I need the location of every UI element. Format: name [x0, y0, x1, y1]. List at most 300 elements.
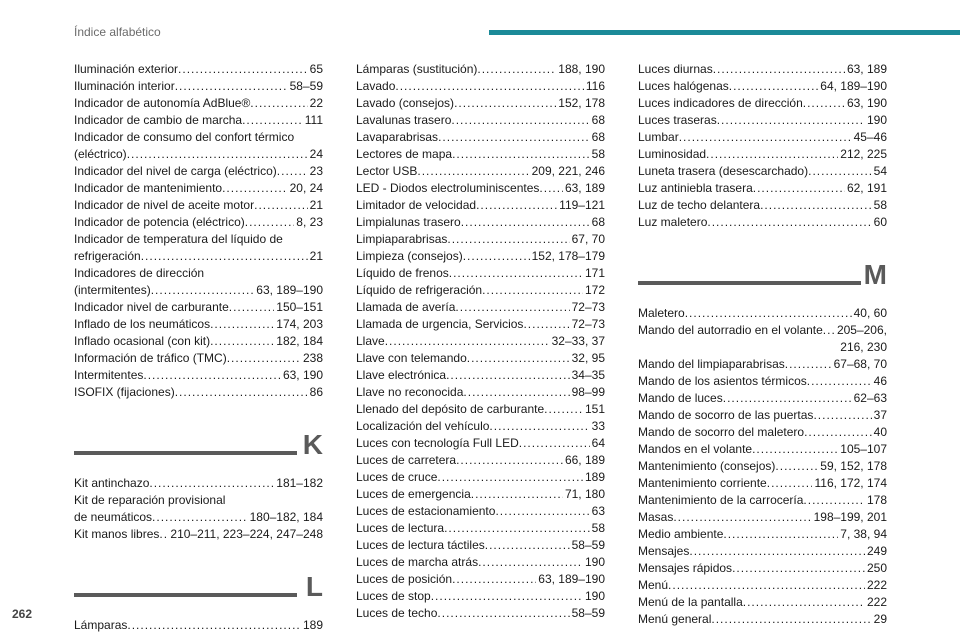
index-entry: [638, 95, 887, 112]
index-entry-pages: 58–59: [289, 79, 323, 93]
index-entry-pages: 64, 189–190: [820, 79, 887, 93]
index-entry: [74, 95, 323, 112]
index-entry-term: Llave: [356, 334, 385, 348]
index-entry-pages: 190: [584, 589, 605, 603]
index-entry: [638, 356, 887, 373]
index-entry-term: Mando de socorro de las puertas: [638, 408, 814, 422]
index-entry: [356, 129, 605, 146]
index-entry-pages: 32, 95: [571, 351, 605, 365]
index-entry-term: Llenado del depósito de carburante: [356, 402, 545, 416]
index-entry: [356, 299, 605, 316]
index-entry-term: Iluminación interior: [74, 79, 175, 93]
index-entry-term: Mando de los asientos térmicos: [638, 374, 807, 388]
index-entry: [356, 554, 605, 571]
index-entry-term: Kit manos libres: [74, 527, 160, 541]
index-entry-pages: 22: [309, 96, 323, 110]
index-entry-pages: 65: [309, 62, 323, 76]
section-letter-l: L: [305, 571, 323, 602]
index-entry-pages: 105–107: [840, 442, 887, 456]
dot-leader: [476, 197, 557, 214]
index-entry-pages: 212, 225: [840, 147, 887, 161]
dot-leader: [449, 265, 583, 282]
dot-leader: [452, 571, 536, 588]
index-entry: [638, 492, 887, 509]
index-entry-term: Lavado: [356, 79, 396, 93]
index-entry: [356, 180, 605, 197]
index-entry-term: Lumbar: [638, 130, 679, 144]
index-entry-pages: 62–63: [853, 391, 887, 405]
dot-leader: [127, 617, 301, 634]
dot-leader: [485, 537, 570, 554]
dot-leader: [752, 441, 838, 458]
index-entry: [74, 180, 323, 197]
index-entry: [638, 594, 887, 611]
index-entry-term: Limpiaparabrisas: [356, 232, 448, 246]
index-entry: [638, 611, 887, 628]
index-entry-pages: 190: [584, 555, 605, 569]
index-entry-pages: 209, 221, 246: [531, 164, 605, 178]
index-entry-term: Iluminación exterior: [74, 62, 179, 76]
index-entry-term: Información de tráfico (TMC): [74, 351, 227, 365]
dot-leader: [775, 458, 818, 475]
index-entry-pages: 180–182, 184: [249, 510, 323, 524]
index-entry-pages: 58–59: [571, 538, 605, 552]
index-entry: [638, 197, 887, 214]
index-entry: [356, 401, 605, 418]
dot-leader: [210, 316, 274, 333]
index-entry-pages: 60: [873, 215, 887, 229]
index-entry-pages: 34–35: [571, 368, 605, 382]
dot-leader: [417, 163, 529, 180]
index-entry-term: Líquido de refrigeración: [356, 283, 483, 297]
index-entry-pages: 152, 178: [558, 96, 605, 110]
index-entry-term: Intermitentes: [74, 368, 144, 382]
index-entry: [74, 526, 323, 543]
index-entry-pages: 68: [591, 215, 605, 229]
index-entry-pages: 182, 184: [276, 334, 323, 348]
index-entry: [356, 146, 605, 163]
index-entry-pages: 66, 189: [564, 453, 605, 467]
index-entry-term: Luces diurnas: [638, 62, 713, 76]
index-entry-pages: 116: [585, 79, 605, 93]
dot-leader: [523, 316, 569, 333]
index-entry: [638, 163, 887, 180]
index-entry: [638, 458, 887, 475]
index-entry-pages: 40, 60: [853, 306, 887, 320]
index-entry-pages: 63, 189–190: [256, 283, 323, 297]
dot-leader: [446, 367, 570, 384]
entry-list-k: [74, 475, 323, 543]
dot-leader: [743, 594, 865, 611]
index-entry: [356, 78, 605, 95]
dot-leader: [452, 146, 590, 163]
index-entry-term: Menú de la pantalla: [638, 595, 743, 609]
index-entry-term: (intermitentes): [74, 283, 151, 297]
index-entry-term: Luz maletero: [638, 215, 708, 229]
index-entry-pages: 210–211, 223–224, 247–248: [170, 527, 323, 541]
index-entry: [356, 418, 605, 435]
dot-leader: [668, 577, 865, 594]
index-entry-term: Luces de cruce: [356, 470, 438, 484]
index-entry-term: Limpialunas trasero: [356, 215, 461, 229]
dot-leader: [711, 611, 871, 628]
index-entry-term: Indicadores de dirección: [74, 266, 205, 280]
dot-leader: [803, 95, 845, 112]
index-entry-term: Luces de estacionamiento: [356, 504, 496, 518]
index-entry: [356, 61, 605, 78]
index-entry-pages: 63: [591, 504, 605, 518]
index-entry: [356, 316, 605, 333]
dot-leader: [785, 356, 832, 373]
page-number: 262: [12, 607, 33, 621]
index-entry-pages: 59, 152, 178: [820, 459, 887, 473]
dot-leader: [807, 373, 872, 390]
index-entry: [638, 305, 887, 322]
dot-leader: [127, 146, 308, 163]
index-entry: [74, 509, 323, 526]
entry-list-i: [74, 61, 323, 401]
index-entry: [74, 282, 323, 299]
index-entry-pages: 151: [584, 402, 605, 416]
dot-leader: [141, 248, 308, 265]
dot-leader: [463, 384, 569, 401]
index-entry-pages: 33: [591, 419, 605, 433]
index-entry-term: Kit de reparación provisional: [74, 493, 226, 507]
index-entry-pages: 64: [591, 436, 605, 450]
index-entry-pages: 174, 203: [276, 317, 323, 331]
index-entry-pages: 7, 38, 94: [840, 527, 887, 541]
index-entry-pages: 116, 172, 174: [814, 476, 887, 490]
dot-leader: [444, 520, 590, 537]
dot-leader: [477, 61, 556, 78]
index-entry: [356, 605, 605, 622]
index-entry: [356, 265, 605, 282]
index-entry: [356, 571, 605, 588]
index-entry-pages: 189: [584, 470, 605, 484]
index-entry-term: Mensajes rápidos: [638, 561, 733, 575]
index-entry-pages: 181–182: [276, 476, 323, 490]
index-entry-pages: 238: [302, 351, 323, 365]
index-entry-term: Indicador de autonomía AdBlue®: [74, 96, 251, 110]
dot-leader: [539, 180, 563, 197]
index-entry-pages: 198–199, 201: [813, 510, 887, 524]
index-entry-pages: 222: [866, 578, 887, 592]
index-entry: [74, 112, 323, 129]
index-entry-pages: 67, 70: [571, 232, 605, 246]
index-entry-term: refrigeración: [74, 249, 141, 263]
index-entry-term: Inflado de los neumáticos: [74, 317, 211, 331]
index-entry: [638, 129, 887, 146]
index-entry-pages: 63, 189: [564, 181, 605, 195]
index-entry-term: Luces de stop: [356, 589, 431, 603]
dot-leader: [175, 384, 308, 401]
index-entry-term: Medio ambiente: [638, 527, 724, 541]
dot-leader: [451, 112, 589, 129]
index-entry-pages: 21: [309, 249, 323, 263]
index-entry-term: Menú general: [638, 612, 712, 626]
index-entry-pages: 119–121: [559, 198, 605, 212]
index-entry-pages: 58–59: [571, 606, 605, 620]
index-entry: [74, 265, 323, 282]
index-entry: [638, 339, 887, 356]
index-entry-pages: 29: [873, 612, 887, 626]
dot-leader: [753, 180, 845, 197]
index-entry: [356, 214, 605, 231]
index-entry: [638, 560, 887, 577]
index-entry: [638, 180, 887, 197]
index-entry-term: Llave no reconocida: [356, 385, 464, 399]
index-entry: [74, 384, 323, 401]
index-entry: [74, 333, 323, 350]
index-entry-pages: 152, 178–179: [531, 249, 605, 263]
index-entry-term: Indicador de nivel de aceite motor: [74, 198, 255, 212]
index-entry-term: Kit antinchazo: [74, 476, 150, 490]
index-entry: [638, 424, 887, 441]
index-entry: [638, 543, 887, 560]
page-header-title: Índice alfabético: [74, 25, 161, 39]
dot-leader: [461, 214, 590, 231]
index-entry: [74, 61, 323, 78]
dot-leader: [175, 78, 288, 95]
index-entry-pages: 250: [866, 561, 887, 575]
index-entry-pages: 205–206,: [836, 323, 887, 337]
index-entry-pages: 171: [584, 266, 605, 280]
dot-leader: [159, 526, 168, 543]
section-letter-m: M: [863, 259, 887, 290]
index-entry-term: Luminosidad: [638, 147, 707, 161]
entry-list-m: [638, 305, 887, 628]
dot-leader: [463, 248, 530, 265]
index-entry: [638, 112, 887, 129]
index-entry-term: Mantenimiento (consejos): [638, 459, 776, 473]
index-entry-pages: 21: [309, 198, 323, 212]
index-entry-pages: 37: [873, 408, 887, 422]
index-column-3: [638, 61, 887, 628]
index-entry-term: Luces de lectura táctiles: [356, 538, 485, 552]
index-entry-pages: 8, 23: [296, 215, 323, 229]
index-entry-term: Lámparas: [74, 618, 128, 632]
dot-leader: [544, 401, 583, 418]
dot-leader: [685, 305, 852, 322]
dot-leader: [455, 299, 569, 316]
index-entry: [356, 231, 605, 248]
index-entry: [638, 146, 887, 163]
index-entry: [74, 316, 323, 333]
dot-leader: [229, 299, 275, 316]
index-entry-term: Menú: [638, 578, 669, 592]
section-header-k: [74, 427, 323, 471]
dot-leader: [431, 588, 583, 605]
index-entry-term: Líquido de frenos: [356, 266, 449, 280]
index-entry-term: Maletero: [638, 306, 685, 320]
dot-leader: [151, 282, 255, 299]
dot-leader: [804, 424, 872, 441]
index-entry-pages: 58: [873, 198, 887, 212]
index-entry-term: de neumáticos: [74, 510, 153, 524]
index-entry: [74, 231, 323, 248]
index-entry: [74, 146, 323, 163]
index-entry-pages: 216, 230: [840, 340, 887, 354]
index-entry-pages: 24: [309, 147, 323, 161]
dot-leader: [713, 61, 845, 78]
index-entry: [638, 61, 887, 78]
index-entry-term: Inflado ocasional (con kit): [74, 334, 211, 348]
index-entry: [356, 367, 605, 384]
index-entry-term: Lavalunas trasero: [356, 113, 452, 127]
dot-leader: [178, 61, 308, 78]
index-entry-pages: 71, 180: [564, 487, 605, 501]
index-entry: [638, 407, 887, 424]
index-entry-pages: 98–99: [571, 385, 605, 399]
index-entry-term: Limitador de velocidad: [356, 198, 477, 212]
dot-leader: [803, 492, 865, 509]
index-entry-pages: 63, 190: [282, 368, 323, 382]
dot-leader: [254, 197, 308, 214]
index-entry-pages: 189: [302, 618, 323, 632]
index-entry-pages: 150–151: [276, 300, 323, 314]
dot-leader: [467, 350, 570, 367]
index-entry-pages: 63, 189: [846, 62, 887, 76]
index-entry-pages: 72–73: [571, 300, 605, 314]
dot-leader: [447, 231, 569, 248]
index-entry: [638, 509, 887, 526]
dot-leader: [717, 112, 865, 129]
index-entry-term: Indicador del nivel de carga (eléctrico): [74, 164, 277, 178]
section-rule: [74, 593, 297, 597]
index-entry-pages: 172: [584, 283, 605, 297]
index-entry-term: Indicador de temperatura del líquido de: [74, 232, 283, 246]
index-entry-term: Luces de techo: [356, 606, 438, 620]
index-entry-term: Luneta trasera (desescarchado): [638, 164, 809, 178]
index-entry-pages: 67–68, 70: [833, 357, 887, 371]
index-entry-pages: 62, 191: [846, 181, 887, 195]
index-entry-term: Mando del autorradio en el volante: [638, 323, 823, 337]
index-entry-term: Indicador de mantenimiento: [74, 181, 223, 195]
index-entry: [74, 197, 323, 214]
index-entry: [356, 588, 605, 605]
index-entry-pages: 45–46: [853, 130, 887, 144]
index-entry-pages: 58: [591, 147, 605, 161]
index-column-1: [74, 61, 323, 634]
dot-leader: [813, 407, 871, 424]
dot-leader: [471, 486, 563, 503]
dot-leader: [454, 95, 556, 112]
index-entry-term: Llave electrónica: [356, 368, 447, 382]
index-entry: [356, 503, 605, 520]
dot-leader: [395, 78, 583, 95]
index-entry: [638, 373, 887, 390]
dot-leader: [519, 435, 590, 452]
index-entry: [356, 95, 605, 112]
index-entry-term: Lector USB: [356, 164, 418, 178]
index-entry-term: Luces con tecnología Full LED: [356, 436, 519, 450]
index-entry-pages: 222: [866, 595, 887, 609]
dot-leader: [729, 78, 819, 95]
index-entry: [638, 441, 887, 458]
index-entry-term: Luz de techo delantera: [638, 198, 761, 212]
index-entry-term: Mensajes: [638, 544, 690, 558]
dot-leader: [707, 214, 871, 231]
index-entry-pages: 63, 190: [846, 96, 887, 110]
index-entry: [74, 248, 323, 265]
index-entry-term: Indicador de cambio de marcha: [74, 113, 243, 127]
section-rule: [638, 281, 861, 285]
index-entry-term: Luces traseras: [638, 113, 717, 127]
index-entry-pages: 58: [591, 521, 605, 535]
index-entry-term: Luces de posición: [356, 572, 453, 586]
index-entry-term: Localización del vehículo: [356, 419, 490, 433]
index-entry: [74, 367, 323, 384]
index-entry-term: Indicador de consumo del confort térmico: [74, 130, 295, 144]
dot-leader: [732, 560, 865, 577]
dot-leader: [250, 95, 307, 112]
section-rule: [74, 451, 297, 455]
section-letter-k: K: [302, 429, 323, 460]
dot-leader: [437, 605, 569, 622]
dot-leader: [456, 452, 563, 469]
index-entry-term: Luz antiniebla trasera: [638, 181, 753, 195]
dot-leader: [242, 112, 303, 129]
entry-list-l3: [638, 61, 887, 231]
dot-leader: [808, 163, 872, 180]
index-entry-pages: 249: [866, 544, 887, 558]
index-entry-pages: 46: [873, 374, 887, 388]
index-entry: [356, 163, 605, 180]
index-entry-pages: 63, 189–190: [538, 572, 605, 586]
index-entry-pages: 23: [309, 164, 323, 178]
dot-leader: [437, 469, 583, 486]
index-entry-term: Indicador nivel de carburante: [74, 300, 229, 314]
index-entry: [74, 78, 323, 95]
index-entry-term: Luces halógenas: [638, 79, 729, 93]
index-entry-term: Lavaparabrisas: [356, 130, 439, 144]
dot-leader: [438, 129, 590, 146]
index-column-2: [356, 61, 605, 622]
index-entry-term: Luces de emergencia: [356, 487, 471, 501]
dot-leader: [760, 197, 872, 214]
index-entry-term: Masas: [638, 510, 674, 524]
index-entry: [74, 350, 323, 367]
index-entry-pages: 178: [866, 493, 887, 507]
index-entry-pages: 86: [309, 385, 323, 399]
index-entry-term: Luces indicadores de dirección: [638, 96, 803, 110]
index-entry-term: Llamada de avería: [356, 300, 456, 314]
dot-leader: [210, 333, 274, 350]
index-entry: [356, 350, 605, 367]
index-entry-pages: 40: [873, 425, 887, 439]
index-entry: [74, 299, 323, 316]
section-header-m: [638, 257, 887, 301]
dot-leader: [823, 322, 835, 339]
index-entry-pages: 111: [304, 113, 323, 127]
index-entry: [74, 129, 323, 146]
dot-leader: [149, 475, 274, 492]
index-entry: [638, 577, 887, 594]
index-entry: [356, 248, 605, 265]
dot-leader: [482, 282, 583, 299]
dot-leader: [489, 418, 589, 435]
dot-leader: [152, 509, 248, 526]
dot-leader: [679, 129, 852, 146]
index-entry-term: ISOFIX (fijaciones): [74, 385, 175, 399]
header-accent-bar: [489, 30, 960, 35]
index-entry: [638, 526, 887, 543]
index-entry: [638, 322, 887, 339]
index-entry: [356, 197, 605, 214]
index-entry: [356, 384, 605, 401]
dot-leader: [227, 350, 301, 367]
index-entry: [356, 282, 605, 299]
